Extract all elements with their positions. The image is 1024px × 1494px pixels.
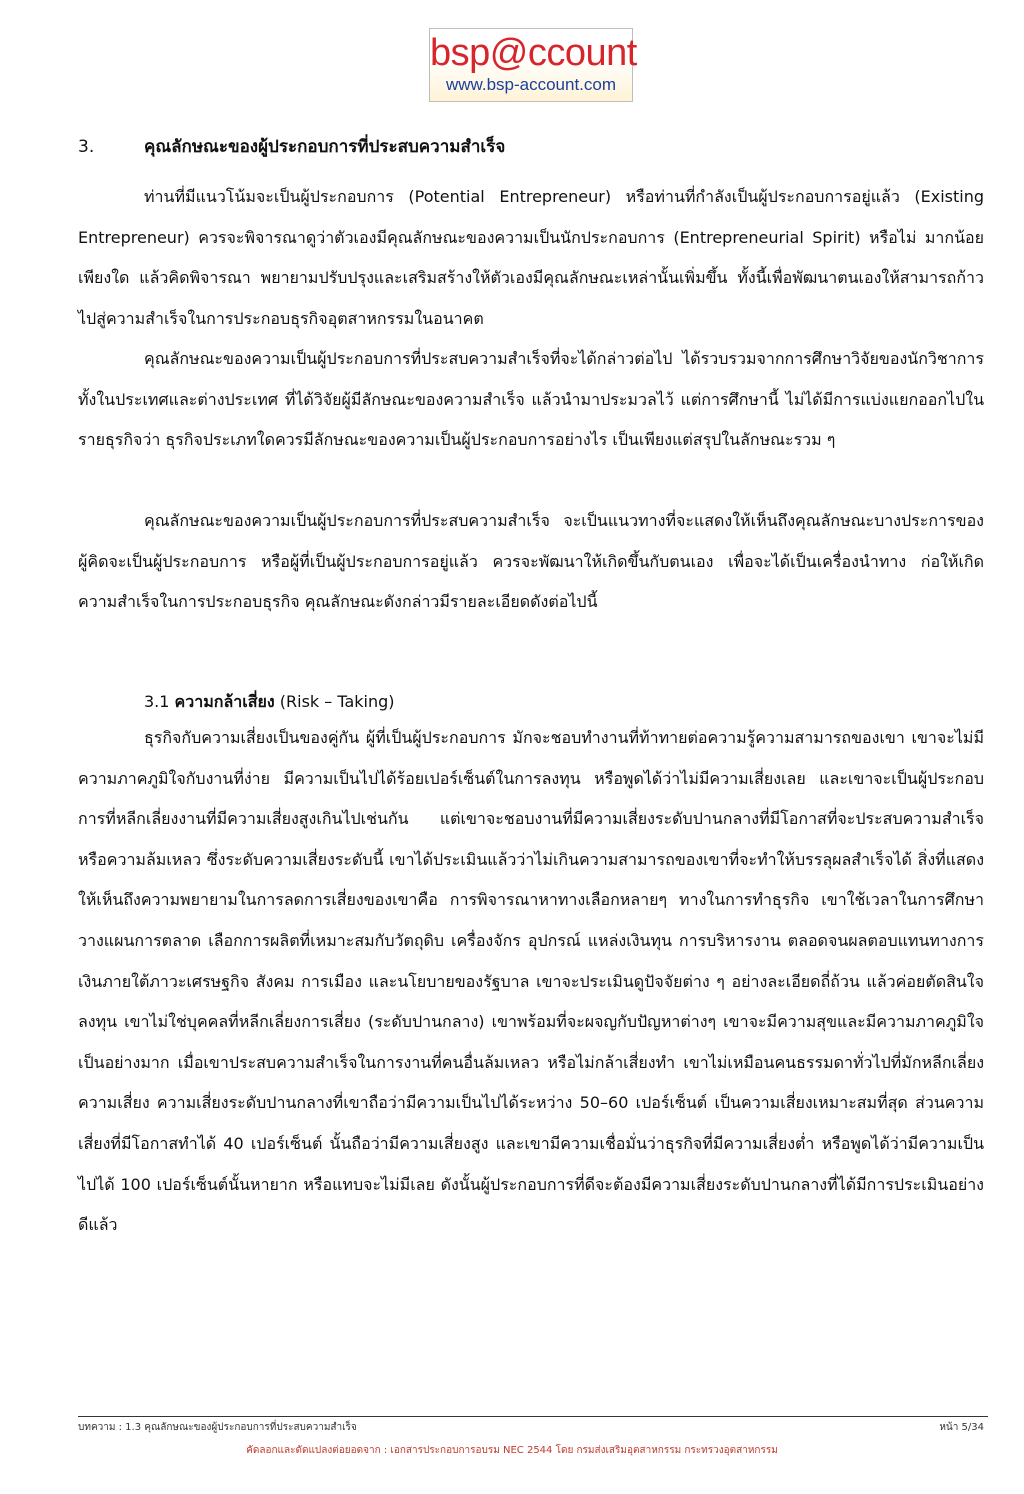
body-paragraph: คุณลักษณะของความเป็นผู้ประกอบการที่ประสบความสำเร็จที่จะได้กล่าวต่อไป ได้รวบรวมจากการศึกษาวิจัยของนักวิชาการทั้งในประเทศและต่างประเทศ ที่ได้วิจัยผู้มีลักษณะของความสำเร็จ แล้วนำมาประมวลไว้ แต่การศึกษานี้ ไม่ได้มีการแบ่งแยกออกไปในรายธุรกิจว่า ธุรกิจประเภทใดควรมีลักษณะของความเป็นผู้ประกอบการอย่างไร เป็นเพียงแต่สรุปในลักษณะรวม ๆ xyxy=(78,349,984,450)
subsection-paragraph: ธุรกิจกับความเสี่ยงเป็นของคู่กัน ผู้ที่เป็นผู้ประกอบการ มักจะชอบทำงานที่ท้าทายต่อความรู้ความสามารถของเขา เขาจะไม่มีความภาคภูมิใจกับงานที่ง่าย มีความเป็นไปได้ร้อยเปอร์เซ็นต์ในการลงทุน หรือพูดได้ว่าไม่มีความเสี่ยงเลย และเขาจะเป็นผู้ประกอบการที่หลีกเลี่ยงงานที่มีความเสี่ยงสูงเกินไปเช่นกัน แต่เขาจะชอบงานที่มีความเสี่ยงระดับปานกลางที่มีโอกาสที่จะประสบความสำเร็จหรือความล้มเหลว ซึ่งระดับความเสี่ยงระดับนี้ เขาได้ประเมินแล้วว่าไม่เกินความสามารถของเขาที่จะทำให้บรรลุผลสำเร็จได้ สิ่งที่แสดงให้เห็นถึงความพยายามในการลดการเสี่ยงของเขาคือ การพิจารณาหาทางเลือกหลายๆ ทางในการทำธุรกิจ เขาใช้เวลาในการศึกษาวางแผนการตลาด เลือกการผลิตที่เหมาะสมกับวัตถุดิบ เครื่องจักร อุปกรณ์ แหล่งเงินทุน การบริหารงาน ตลอดจนผลตอบแทนทางการเงินภายใต้ภาวะเศรษฐกิจ สังคม การเมือง และนโยบายของรัฐบาล เขาจะประเมินดูปัจจัยต่าง ๆ อย่างละเอียดถี่ถ้วน แล้วค่อยตัดสินใจลงทุน เขาไม่ใช่บุคคลที่หลีกเลี่ยงการเสี่ยง (ระดับปานกลาง) เขาพร้อมที่จะผจญกับปัญหาต่างๆ เขาจะมีความสุขและมีความภาคภูมิใจเป็นอย่างมาก เมื่อเขาประสบความสำเร็จในการงานที่คนอื่นล้มเหลว หรือไม่กล้าเสี่ยงทำ เขาไม่เหมือนคนธรรมดาทั่วไปที่มักหลีกเลี่ยงความเสี่ยง ความเสี่ยงระดับปานกลางที่เขาถือว่ามีความเป็นไปได้ระหว่าง 50–60 เปอร์เซ็นต์ เป็นความเสี่ยงเหมาะสมที่สุด ส่วนความเสี่ยงที่มีโอกาสทำได้ 40 เปอร์เซ็นต์ นั้นถือว่ามีความเสี่ยงสูง และเขามีความเชื่อมั่นว่าธุรกิจที่มีความเสี่ยงต่ำ หรือพูดได้ว่ามีความเป็นไปได้ 100 เปอร์เซ็นต์นั้นหายาก หรือแทบจะไม่มีเลย ดังนั้นผู้ประกอบการที่ดีจะต้องมีความเสี่ยงระดับปานกลางที่ได้มีการประเมินอย่างดีแล้ว xyxy=(78,728,984,1235)
footer-source-credit: คัดลอกและดัดแปลงต่อยอดจาก : เอกสารประกอบการอบรม NEC 2544 โดย กรมส่งเสริมอุตสาหกรรม กระทรวงอุตสาหกรรม xyxy=(246,1445,778,1456)
body-paragraph: ท่านที่มีแนวโน้มจะเป็นผู้ประกอบการ (Potential Entrepreneur) หรือท่านที่กำลังเป็นผู้ประกอบการอยู่แล้ว (Existing Entrepreneur) ควรจะพิจารณาดูว่าตัวเองมีคุณลักษณะของความเป็นนักประกอบการ (Entrepreneurial Spirit) หรือไม่ มากน้อยเพียงใด แล้วคิดพิจารณา พยายามปรับปรุงและเสริมสร้างให้ตัวเองมีคุณลักษณะเหล่านั้นเพิ่มขึ้น ทั้งนี้เพื่อพัฒนาตนเองให้สามารถก้าวไปสู่ความสำเร็จในการประกอบธุรกิจอุตสาหกรรมในอนาคต xyxy=(78,187,984,328)
footer-divider xyxy=(78,1416,988,1417)
footer-page-number: หน้า 5/34 xyxy=(939,1422,984,1433)
subsection-title-english: (Risk – Taking) xyxy=(279,692,395,711)
section-number: 3. xyxy=(78,137,95,157)
section-title: คุณลักษณะของผู้ประกอบการที่ประสบความสำเร็จ xyxy=(144,137,506,157)
section-heading xyxy=(78,133,978,161)
subsection-heading xyxy=(144,688,395,716)
logo-name: bsp@ccount xyxy=(430,32,637,74)
logo-url: www.bsp-account.com xyxy=(445,75,617,94)
body-paragraph: คุณลักษณะของความเป็นผู้ประกอบการที่ประสบความสำเร็จ จะเป็นแนวทางที่จะแสดงให้เห็นถึงคุณลักษณะบางประการของผู้คิดจะเป็นผู้ประกอบการ หรือผู้ที่เป็นผู้ประกอบการอยู่แล้ว ควรจะพัฒนาให้เกิดขึ้นกับตนเอง เพื่อจะได้เป็นเครื่องนำทาง ก่อให้เกิดความสำเร็จในการประกอบธุรกิจ คุณลักษณะดังกล่าวมีรายละเอียดดังต่อไปนี้ xyxy=(78,511,984,612)
subsection-title: ความกล้าเสี่ยง xyxy=(174,692,275,711)
subsection-number: 3.1 xyxy=(144,692,170,711)
company-logo xyxy=(429,28,637,102)
footer-article-title: บทความ : 1.3 คุณลักษณะของผู้ประกอบการที่ประสบความสำเร็จ xyxy=(78,1422,357,1433)
